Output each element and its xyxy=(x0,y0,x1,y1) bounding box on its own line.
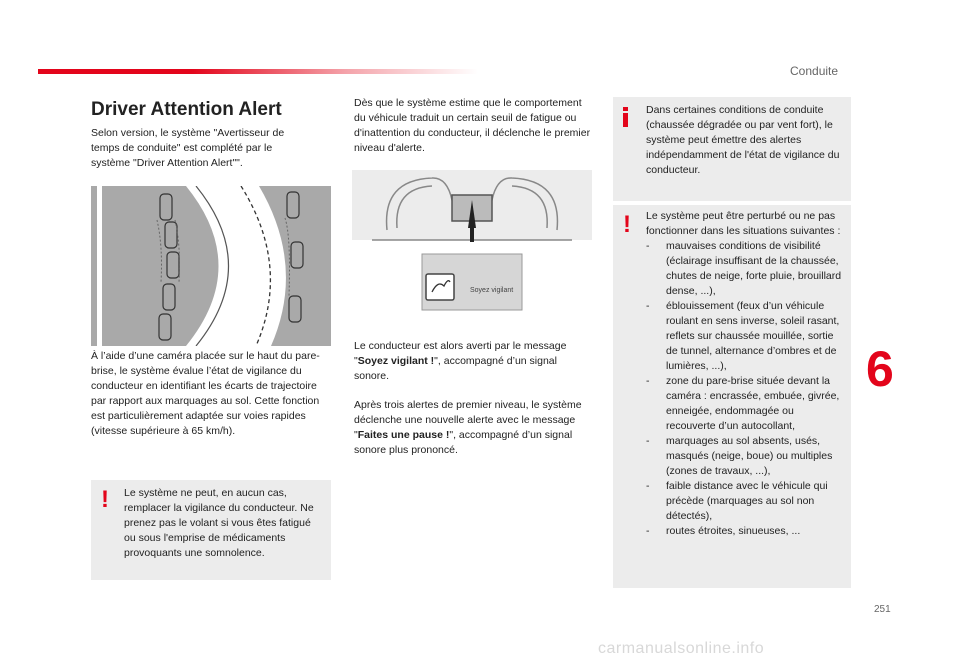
warning-box xyxy=(91,480,331,580)
body-paragraph: À l’aide d’une caméra placée sur le haut du pare-brise, le système évalue l’état de vigilance du conducteur en identifiant les écarts de trajectoire par rapport aux marquages au sol. Cette fonction est particulièrement adaptée sur voies rapides (vitesse supérieure à 65 km/h). xyxy=(91,350,320,437)
page-heading: Driver Attention Alert xyxy=(91,99,282,120)
list-item: - zone du pare-brise située devant la caméra : encrassée, embuée, givrée, enneigée, endommagée ou recouverte d’un autocollant, xyxy=(646,375,840,432)
list-item: - faible distance avec le véhicule qui précède (marquages au sol non détectés), xyxy=(646,480,828,522)
page-number: 251 xyxy=(874,604,891,615)
dashboard-alert-illustration xyxy=(352,170,592,320)
chapter-number: 6 xyxy=(866,341,894,397)
info-box xyxy=(613,97,851,201)
second-alert-paragraph: Après trois alertes de premier niveau, le système déclenche une nouvelle alerte avec le message "Faites une pause !", accompagné d’un signal sonore plus prononcé. xyxy=(354,399,582,456)
warning-icon: ! xyxy=(623,211,631,238)
lane-drift-illustration xyxy=(91,186,331,346)
watermark: carmanualsonline.info xyxy=(598,640,765,657)
warning-text: Le système ne peut, en aucun cas, remplacer la vigilance du conducteur. Ne prenez pas le volant si vous êtes fatigué ou sous l'emprise de médicaments provoquants une somnolence. xyxy=(124,487,314,559)
list-item: - éblouissement (feux d’un véhicule roulant en sens inverse, soleil rasant, reflets sur chaussée mouillée, sortie de tunnel, alternance d’ombres et de lumières, ...), xyxy=(646,300,840,372)
section-title: Conduite xyxy=(790,64,839,78)
limitations-list-block xyxy=(646,209,846,539)
list-item: - marquages au sol absents, usés, masqués (neige, boue) ou multiples (zones de travaux, ...), xyxy=(646,435,833,477)
list-item: - routes étroites, sinueuses, ... xyxy=(646,525,801,537)
intro-paragraph: Selon version, le système "Avertisseur de temps de conduite" est complété par le système "Driver Attention Alert"". xyxy=(91,127,285,169)
first-alert-paragraph: Le conducteur est alors averti par le message "Soyez vigilant !", accompagné d’un signal sonore. xyxy=(354,340,567,382)
header-accent-bar xyxy=(38,69,478,74)
alert-trigger-paragraph: Dès que le système estime que le comportement du véhicule traduit un certain seuil de fatigue ou d'inattention du conducteur, il déclenche le premier niveau d'alerte. xyxy=(354,97,591,154)
screen-message-label: Soyez vigilant xyxy=(470,287,514,294)
limitations-warning-box xyxy=(613,205,851,588)
limitations-intro: Le système peut être perturbé ou ne pas fonctionner dans les situations suivantes : xyxy=(646,210,841,237)
warning-icon: ! xyxy=(101,486,109,513)
info-icon xyxy=(623,107,628,127)
info-text: Dans certaines conditions de conduite (chaussée dégradée ou par vent fort), le système peut émettre des alertes indépendamment de l'état de vigilance du conducteur. xyxy=(646,104,840,176)
list-item: - mauvaises conditions de visibilité (éclairage insuffisant de la chaussée, chutes de neige, forte pluie, brouillard dense, ...), xyxy=(646,240,842,297)
